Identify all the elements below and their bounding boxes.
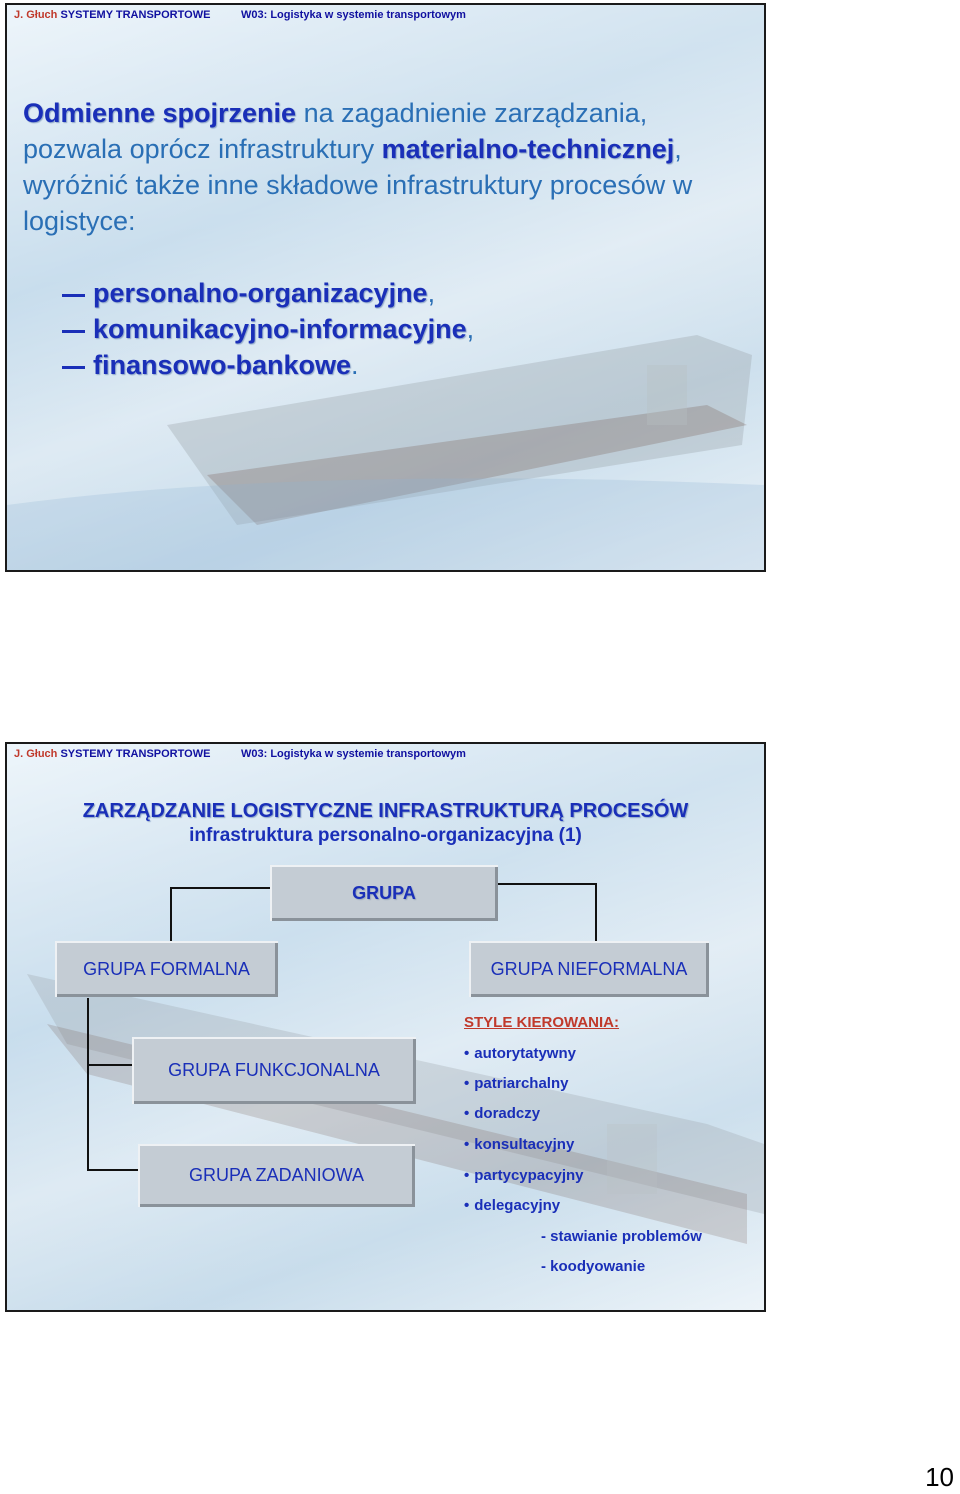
box-grupa-zadaniowa: GRUPA ZADANIOWA [138,1144,415,1207]
dash-bullet-icon [62,366,85,369]
para-text-2: , wyróżnić także inne składowe infrastruktury procesów w logistyce: [23,134,693,236]
header-lecture: W03: Logistyka w systemie transportowym [241,9,466,21]
connector-line [87,1064,132,1066]
connector-line [498,883,596,885]
connector-line [170,887,172,944]
box-grupa-nieformalna: GRUPA NIEFORMALNA [469,941,709,997]
connector-line [170,887,272,889]
header-lecture: W03: Logistyka w systemie transportowym [241,748,466,760]
list-item: • konsultacyjny [464,1136,575,1153]
list-item: finansowo-bankowe . [62,347,474,383]
list-item: komunikacyjno-informacyjne , [62,311,474,347]
sub-list-item: - koodyowanie [541,1258,646,1275]
para-emphasis-2: materialno-technicznej [381,134,675,164]
connector-line [87,998,89,1170]
box-grupa-funkcjonalna: GRUPA FUNKCJONALNA [132,1037,416,1104]
list-item: • doradczy [464,1105,541,1122]
list-item: personalno-organizacyjne , [62,275,474,311]
para-text-1: na zagadnienie zarządzania, pozwala oprócz infrastruktury [23,98,648,164]
slide-1 [5,3,766,572]
bullet-list [62,275,474,383]
box-grupa-formalna: GRUPA FORMALNA [55,941,278,997]
connector-line [87,1169,139,1171]
para-emphasis-1: Odmienne spojrzenie [23,98,297,128]
slide-subtitle: infrastruktura personalno-organizacyjna (1) [189,825,582,846]
connector-line [595,883,597,943]
header-author-course: J. Głuch SYSTEMY TRANSPORTOWE [14,9,211,21]
list-item: • patriarchalny [464,1075,569,1092]
intro-paragraph [23,95,753,239]
list-item: • delegacyjny [464,1197,561,1214]
page-number: 10 [925,1462,954,1492]
dash-bullet-icon [62,330,85,333]
list-item: • partycypacyjny [464,1167,584,1184]
list-item: • autorytatywny [464,1045,576,1062]
header-author-course: J. Głuch SYSTEMY TRANSPORTOWE [14,748,211,760]
sub-list-item: - stawianie problemów [541,1228,702,1245]
styles-heading: STYLE KIEROWANIA: [464,1014,620,1031]
dash-bullet-icon [62,294,85,297]
slide-title: ZARZĄDZANIE LOGISTYCZNE INFRASTRUKTURĄ PROCESÓW [82,800,689,822]
box-grupa: GRUPA [270,865,498,921]
slide-2 [5,742,766,1312]
